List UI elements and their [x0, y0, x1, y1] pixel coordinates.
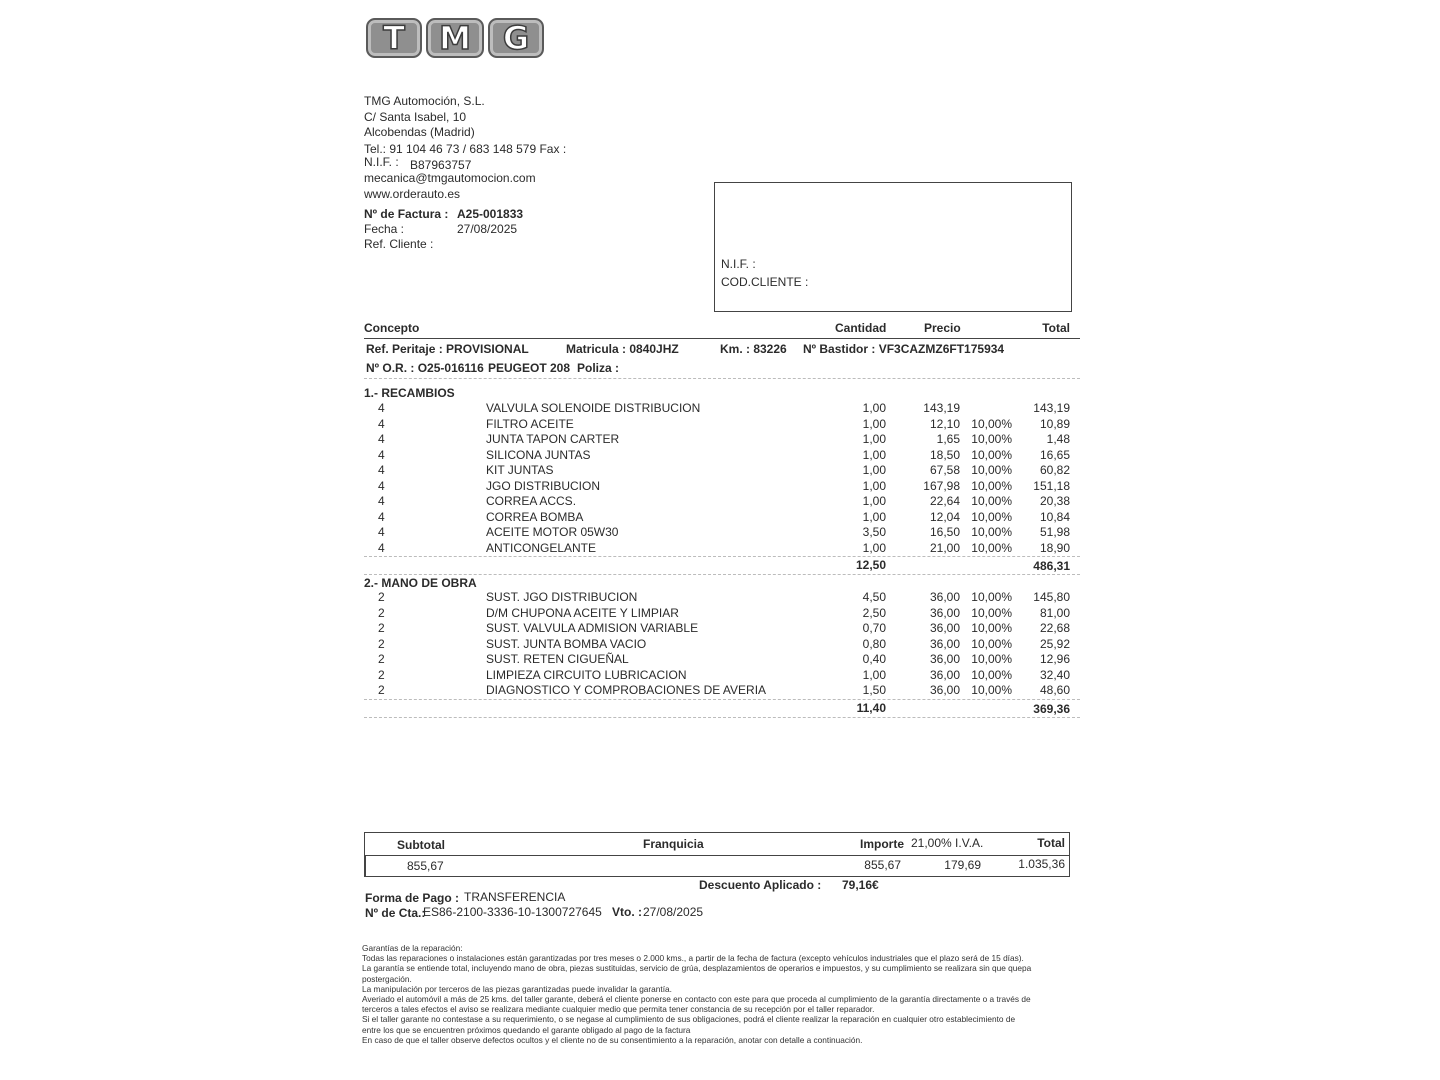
item-total: 20,38	[1039, 494, 1070, 508]
legal-line: La manipulación por terceros de las piezas garantizadas puede invalidar la garantía.	[362, 983, 672, 994]
section-title-labor: 2.- MANO DE OBRA	[364, 576, 477, 590]
item-discount: 10,00%	[971, 478, 1012, 493]
peritaje-ref: Ref. Peritaje : PROVISIONAL	[366, 342, 529, 356]
account-number: ES86-2100-3336-10-1300727645	[423, 905, 602, 919]
discount-value: 79,16€	[842, 878, 879, 892]
item-quantity: 1,50	[862, 683, 886, 697]
policy-label: Poliza :	[577, 361, 620, 375]
subtotal-label: Subtotal	[397, 838, 445, 852]
work-order-number: Nº O.R. : O25-016116	[366, 361, 484, 375]
table-row	[0, 668, 1440, 684]
table-row	[0, 590, 1440, 606]
item-discount: 10,00%	[971, 509, 1012, 524]
item-discount: 10,00%	[971, 636, 1012, 651]
item-code: 4	[378, 509, 385, 524]
item-code: 4	[378, 494, 385, 508]
table-row	[0, 401, 1440, 417]
item-quantity: 1,00	[862, 667, 886, 682]
table-row	[0, 606, 1440, 622]
item-description: JGO DISTRIBUCION	[486, 478, 601, 493]
item-total: 48,60	[1039, 683, 1070, 697]
item-description: SUST. VALVULA ADMISION VARIABLE	[486, 621, 699, 635]
labor-sum-rule	[364, 699, 1080, 700]
item-quantity: 1,00	[862, 432, 886, 446]
item-total: 32,40	[1039, 667, 1070, 682]
invoice-date: 27/08/2025	[457, 222, 518, 236]
item-description: CORREA ACCS.	[486, 494, 577, 508]
table-row	[0, 541, 1440, 557]
item-price: 36,00	[929, 683, 960, 697]
item-price: 1,65	[936, 432, 960, 446]
company-logo	[366, 18, 544, 58]
item-quantity: 3,50	[862, 525, 886, 539]
iva-value: 179,69	[944, 858, 981, 872]
item-total: 12,96	[1039, 652, 1070, 666]
vehicle-plate: Matricula : 0840JHZ	[566, 342, 679, 356]
labor-end-rule	[364, 717, 1080, 718]
labor-total-sum: 369,36	[1033, 702, 1070, 716]
legal-line: La garantía se entiende total, incluyendo mano de obra, piezas sustituidas, servicio de grúa, desplazamientos de operarios e impuestos, y su cumplimiento se realizara sin que quepa	[362, 963, 1032, 974]
parts-sum-rule	[364, 556, 1080, 557]
header-quantity: Cantidad	[835, 321, 887, 335]
item-quantity: 4,50	[862, 590, 886, 604]
item-price: 16,50	[929, 525, 960, 539]
legal-line: En caso de que el taller observe defectos ocultos y el cliente no de su consentimiento a la reparación, anotar con detalle a continuación.	[362, 1034, 863, 1045]
item-code: 2	[378, 590, 385, 604]
item-total: 22,68	[1039, 621, 1070, 635]
invoice-date-label: Fecha :	[364, 222, 405, 236]
total-value: 1.035,36	[1018, 857, 1065, 871]
company-phone: Tel.: 91 104 46 73 / 683 148 579 Fax :	[364, 142, 567, 156]
item-code: 4	[378, 463, 385, 477]
account-label: Nº de Cta.:	[365, 906, 426, 920]
item-code: 4	[378, 447, 385, 462]
company-city: Alcobendas (Madrid)	[364, 125, 475, 139]
item-total: 10,84	[1039, 509, 1070, 524]
item-price: 67,58	[929, 463, 960, 477]
item-total: 16,65	[1039, 447, 1070, 462]
item-total: 60,82	[1039, 463, 1070, 477]
table-row	[0, 510, 1440, 526]
table-row	[0, 525, 1440, 541]
item-description: SUST. JGO DISTRIBUCION	[486, 590, 638, 604]
table-row	[0, 448, 1440, 464]
iva-label: 21,00% I.V.A.	[911, 836, 984, 850]
header-total: Total	[1042, 321, 1070, 335]
item-discount: 10,00%	[971, 416, 1012, 431]
item-description: SILICONA JUNTAS	[486, 447, 591, 462]
item-price: 36,00	[929, 605, 960, 620]
item-description: CORREA BOMBA	[486, 509, 584, 524]
item-quantity: 1,00	[862, 463, 886, 477]
item-quantity: 1,00	[862, 478, 886, 493]
header-concept: Concepto	[364, 321, 420, 335]
item-discount: 10,00%	[971, 525, 1012, 539]
item-discount: 10,00%	[971, 447, 1012, 462]
item-code: 4	[378, 525, 385, 539]
invoice-number-label: Nº de Factura :	[364, 207, 449, 221]
parts-end-rule	[364, 574, 1080, 575]
item-quantity: 1,00	[862, 540, 886, 555]
due-date: 27/08/2025	[643, 905, 704, 919]
table-row	[0, 463, 1440, 479]
item-code: 4	[378, 416, 385, 431]
item-code: 2	[378, 667, 385, 682]
item-description: FILTRO ACEITE	[486, 416, 574, 431]
warranty-legal-text	[362, 943, 1082, 1045]
item-total: 143,19	[1033, 401, 1070, 415]
legal-line: Todas las reparaciones o instalaciones están garantizadas por tres meses o 2.000 kms., a partir de la fecha de factura (excepto vehículos industriales que el plazo será de 15 días).	[362, 953, 1024, 964]
item-price: 36,00	[929, 636, 960, 651]
item-price: 21,00	[929, 540, 960, 555]
importe-value: 855,67	[864, 858, 901, 872]
logo-letter-g: G	[488, 18, 544, 58]
item-discount: 10,00%	[971, 652, 1012, 666]
section-title-parts: 1.- RECAMBIOS	[364, 386, 455, 400]
payment-method-label: Forma de Pago :	[365, 891, 460, 905]
company-name: TMG Automoción, S.L.	[364, 94, 485, 108]
parts-qty-sum: 12,50	[855, 558, 886, 572]
item-code: 2	[378, 636, 385, 651]
client-code-label: COD.CLIENTE :	[721, 275, 809, 289]
discount-label: Descuento Aplicado :	[699, 878, 822, 892]
item-discount: 10,00%	[971, 605, 1012, 620]
invoice-number: A25-001833	[457, 207, 524, 221]
item-total: 145,80	[1033, 590, 1070, 604]
item-price: 22,64	[929, 494, 960, 508]
item-price: 18,50	[929, 447, 960, 462]
table-row	[0, 417, 1440, 433]
item-total: 25,92	[1039, 636, 1070, 651]
company-nif: B87963757	[410, 158, 472, 172]
franquicia-label: Franquicia	[643, 837, 704, 851]
logo-letter-m: M	[426, 18, 484, 58]
item-description: DIAGNOSTICO Y COMPROBACIONES DE AVERIA	[486, 683, 767, 697]
item-total: 1,48	[1046, 432, 1070, 446]
item-description: LIMPIEZA CIRCUITO LUBRICACION	[486, 667, 687, 682]
legal-line: entre los que se encuentren próximos quedando el garante obligado al pago de la factura	[362, 1024, 691, 1035]
item-description: ANTICONGELANTE	[486, 540, 597, 555]
item-code: 4	[378, 478, 385, 493]
item-price: 36,00	[929, 621, 960, 635]
item-description: ACEITE MOTOR 05W30	[486, 525, 619, 539]
item-discount: 10,00%	[971, 683, 1012, 697]
item-price: 36,00	[929, 667, 960, 682]
item-quantity: 0,70	[862, 621, 886, 635]
item-quantity: 1,00	[862, 509, 886, 524]
table-row	[0, 494, 1440, 510]
item-price: 36,00	[929, 590, 960, 604]
item-code: 2	[378, 605, 385, 620]
item-quantity: 0,80	[862, 636, 886, 651]
item-discount: 10,00%	[971, 540, 1012, 555]
item-quantity: 1,00	[862, 401, 886, 415]
item-discount: 10,00%	[971, 667, 1012, 682]
item-discount: 10,00%	[971, 621, 1012, 635]
header-rule	[364, 338, 1080, 339]
totals-col-line	[365, 855, 366, 876]
item-quantity: 1,00	[862, 416, 886, 431]
item-code: 4	[378, 432, 385, 446]
table-row	[0, 637, 1440, 653]
item-quantity: 1,00	[862, 494, 886, 508]
item-price: 36,00	[929, 652, 960, 666]
legal-line: postergación.	[362, 973, 412, 984]
table-row	[0, 621, 1440, 637]
vehicle-km: Km. : 83226	[720, 342, 787, 356]
item-total: 51,98	[1039, 525, 1070, 539]
table-row	[0, 479, 1440, 495]
item-quantity: 1,00	[862, 447, 886, 462]
due-label: Vto. :	[612, 905, 642, 919]
item-quantity: 0,40	[862, 652, 886, 666]
item-price: 12,10	[929, 416, 960, 431]
subtotal-value: 855,67	[407, 859, 444, 873]
item-quantity: 2,50	[862, 605, 886, 620]
item-description: JUNTA TAPON CARTER	[486, 432, 620, 446]
company-nif-label: N.I.F. :	[364, 155, 399, 169]
labor-qty-sum: 11,40	[856, 701, 886, 715]
client-ref-label: Ref. Cliente :	[364, 237, 434, 251]
item-total: 18,90	[1039, 540, 1070, 555]
item-code: 4	[378, 401, 385, 415]
item-code: 2	[378, 652, 385, 666]
client-nif-label: N.I.F. :	[721, 257, 756, 271]
item-description: D/M CHUPONA ACEITE Y LIMPIAR	[486, 605, 679, 620]
item-description: VALVULA SOLENOIDE DISTRIBUCION	[486, 401, 701, 415]
table-row	[0, 652, 1440, 668]
header-price: Precio	[924, 321, 961, 335]
totals-box	[364, 832, 1070, 877]
item-discount: 10,00%	[971, 463, 1012, 477]
totals-divider	[365, 855, 1069, 856]
item-discount: 10,00%	[971, 432, 1012, 446]
logo-letter-t: T	[366, 18, 422, 58]
legal-line: Si el taller garante no contestase a su requerimiento, o se negase al cumplimiento de sus obligaciones, podrá el cliente realizar la reparación en cualquier otro establecimiento de	[362, 1014, 1016, 1025]
importe-label: Importe	[860, 837, 905, 851]
table-row	[0, 432, 1440, 448]
vehicle-separator	[364, 378, 1080, 379]
item-description: KIT JUNTAS	[486, 463, 554, 477]
vehicle-model: PEUGEOT 208	[488, 361, 571, 375]
item-total: 151,18	[1033, 478, 1070, 493]
payment-method: TRANSFERENCIA	[464, 890, 566, 904]
item-description: SUST. RETEN CIGUEÑAL	[486, 652, 629, 666]
item-code: 2	[378, 621, 385, 635]
table-row	[0, 683, 1440, 699]
item-discount: 10,00%	[971, 590, 1012, 604]
legal-line: Averiado el automóvil a más de 25 kms. del taller garante, deberá el cliente ponerse en contacto con este para que proceda al cumplimiento de la garantía directamente o a través de	[362, 994, 1031, 1005]
client-address-box	[714, 182, 1072, 312]
parts-total-sum: 486,31	[1033, 559, 1070, 573]
item-discount: 10,00%	[971, 494, 1012, 508]
item-description: SUST. JUNTA BOMBA VACIO	[486, 636, 647, 651]
item-price: 143,19	[923, 401, 960, 415]
legal-line: terceros a tales efectos el aviso se realizara mediante cualquier medio que permita tener constancia de su recepción por el taller reparador.	[362, 1004, 875, 1015]
company-web: www.orderauto.es	[364, 187, 461, 201]
legal-line: Garantías de la reparación:	[362, 943, 463, 953]
item-price: 167,98	[923, 478, 960, 493]
item-price: 12,04	[929, 509, 960, 524]
item-total: 10,89	[1039, 416, 1070, 431]
total-label: Total	[1037, 836, 1065, 850]
item-total: 81,00	[1039, 605, 1070, 620]
item-code: 4	[378, 540, 385, 555]
item-code: 2	[378, 683, 385, 697]
vehicle-vin: Nº Bastidor : VF3CAZMZ6FT175934	[803, 342, 1005, 356]
company-email: mecanica@tmgautomocion.com	[364, 171, 536, 185]
company-street: C/ Santa Isabel, 10	[364, 110, 467, 124]
